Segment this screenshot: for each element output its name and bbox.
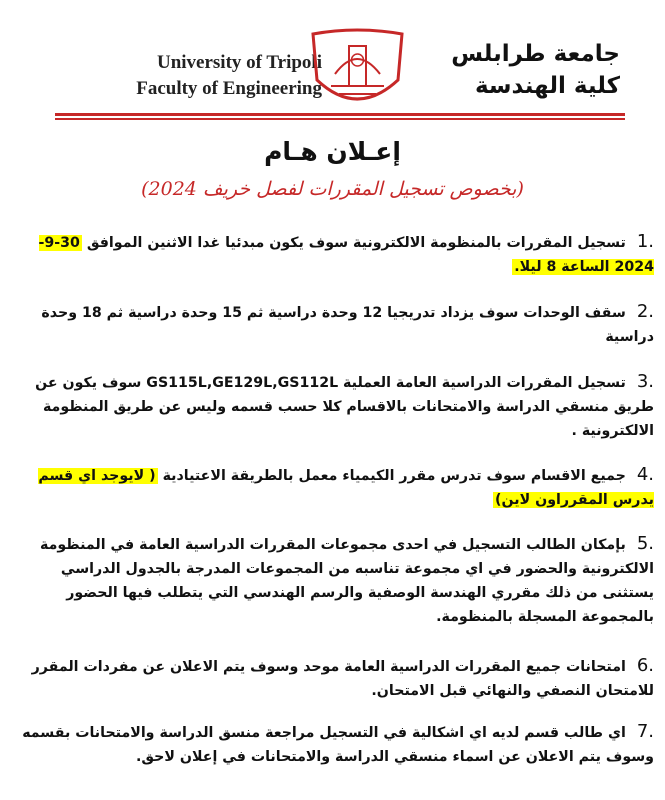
header-english — [52, 50, 322, 102]
header-rule-top — [55, 113, 625, 116]
item-number: .6 — [636, 655, 654, 676]
item-text: امتحانات جميع المقررات الدراسية العامة موحد وسوف يتم الاعلان عن مفردات المقرر للامتحان النصفي والنهائي قبل الامتحان. — [31, 659, 654, 699]
announcement-title: إعـلان هـام — [264, 137, 401, 166]
list-item-7 — [18, 720, 654, 769]
item-number: .5 — [636, 533, 654, 554]
item-number: .4 — [636, 464, 654, 485]
header-arabic — [420, 38, 620, 102]
university-logo — [305, 28, 410, 113]
faculty-name-ar: كلية الهندسة — [474, 73, 620, 99]
item-text: سقف الوحدات سوف يزداد تدريجيا 12 وحدة دراسية ثم 15 وحدة دراسية ثم 18 وحدة دراسية — [41, 305, 654, 345]
list-item-6 — [18, 654, 654, 703]
highlighted-date: 30-9-2024 الساعة 8 ليلا. — [38, 235, 654, 275]
item-text: بإمكان الطالب التسجيل في احدى مجموعات المقررات الدراسية العامة في المنظومة الالكترونية والحضور في اي مجموعة تناسبه من المجموعات المدرجة بالجدول الدراسي يستثنى من ذلك مقرري الهندسة الوصفية والرسم الهندسي التي يتطلب فيها الحضور بالمجموعة المسجلة بالمنظومة. — [39, 537, 654, 625]
item-number: .2 — [636, 301, 654, 322]
list-item-5 — [18, 532, 654, 629]
university-name-en: University of Tripoli — [156, 52, 322, 73]
item-number: .1 — [636, 231, 654, 252]
item-text: تسجيل المقررات الدراسية العامة العملية GS115L,GE129L,GS112L سوف يكون عن طريق منسقي الدراسة والامتحانات بالاقسام كلا حسب قسمه وليس عن طريق المنظومة الالكترونية . — [35, 375, 654, 439]
list-item-2 — [18, 300, 654, 349]
announcement-subtitle: (بخصوص تسجيل المقررات لفصل خريف 2024) — [141, 178, 524, 200]
university-name-ar: جامعة طرابلس — [451, 41, 620, 67]
list-item-3 — [18, 370, 654, 443]
item-text: اي طالب قسم لديه اي اشكالية في التسجيل مراجعة منسق الدراسة والامتحانات بقسمه وسوف يتم الاعلان عن اسماء منسقي الدراسة والامتحانات في إعلان لاحق. — [22, 725, 654, 765]
list-item-4 — [18, 463, 654, 512]
item-text: جميع الاقسام سوف تدرس مقرر الكيمياء معمل بالطريقة الاعتيادية — [162, 468, 626, 484]
item-number: .3 — [636, 371, 654, 392]
item-number: .7 — [636, 721, 654, 742]
faculty-name-en: Faculty of Engineering — [136, 78, 322, 99]
item-text: تسجيل المقررات بالمنظومة الالكترونية سوف يكون مبدئيا غدا الاثنين الموافق — [86, 235, 626, 251]
list-item-1 — [18, 230, 654, 279]
header-rule-bottom — [55, 118, 625, 120]
highlighted-note: ( لايوجد اي قسم يدرس المقرراون لاين) — [38, 468, 654, 508]
